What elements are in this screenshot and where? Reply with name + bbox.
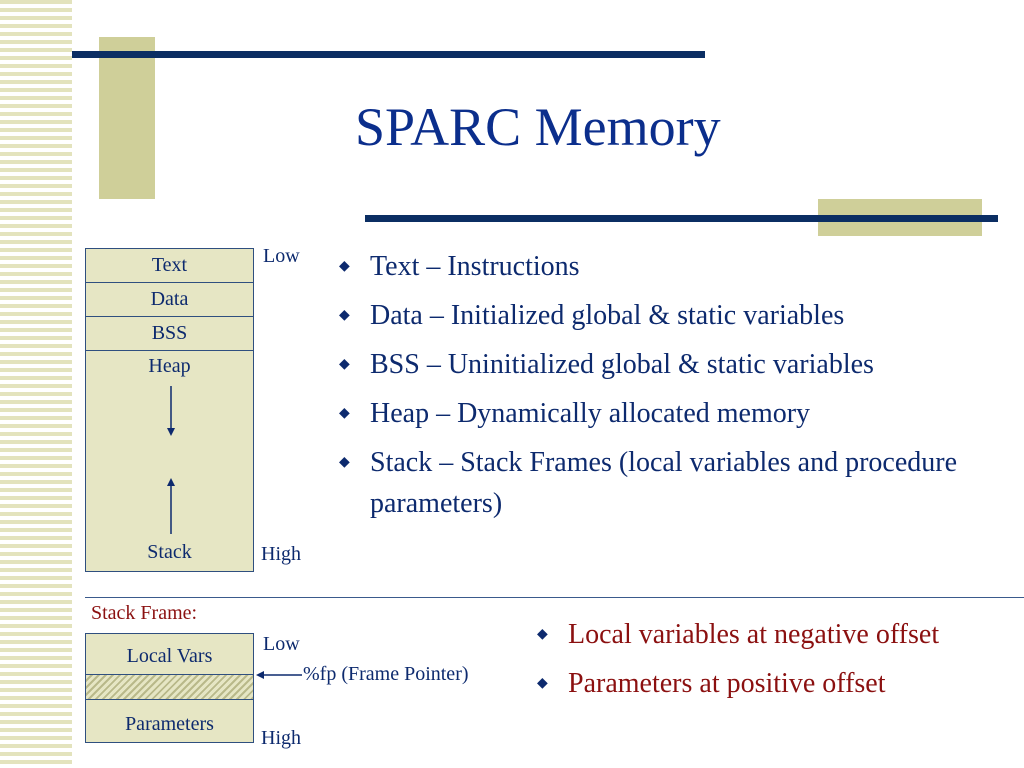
bullet-item: ◆ Parameters at positive offset [533,663,1024,704]
title-bottom-rule [365,215,998,222]
parameters-cell: Parameters [125,713,214,735]
diamond-bullet-icon: ◆ [537,627,548,642]
title-gold-block [99,37,155,199]
frame-pointer-label: %fp (Frame Pointer) [303,663,469,685]
section-divider [85,597,1024,598]
segment-stack: Stack [147,541,192,563]
heap-arrowhead [167,428,175,436]
frame-low-label: Low [263,633,300,655]
diamond-bullet-icon: ◆ [537,676,548,691]
frame-pointer-arrowhead [256,671,264,679]
memory-low-label: Low [263,245,300,267]
slide-title: SPARC Memory [355,97,721,157]
local-vars-cell: Local Vars [126,645,213,667]
diamond-bullet-icon: ◆ [339,357,350,372]
segment-bss: BSS [85,316,254,351]
segment-data: Data [85,282,254,317]
bullet-item: ◆ Local variables at negative offset [533,614,1024,655]
segment-heap: Heap [148,355,191,377]
bullet-item: ◆ Stack – Stack Frames (local variables and procedure parameters) [335,442,995,524]
frame-pointer-slot [86,674,253,700]
diamond-bullet-icon: ◆ [339,406,350,421]
bullet-item: ◆ Heap – Dynamically allocated memory [335,393,995,434]
stack-frame-label: Stack Frame: [91,602,198,624]
diamond-bullet-icon: ◆ [339,308,350,323]
diamond-bullet-icon: ◆ [339,259,350,274]
frame-pointer-arrow [254,665,304,685]
stack-arrowhead [167,478,175,486]
bullet-item: ◆ Data – Initialized global & static variables [335,295,995,336]
memory-high-label: High [261,543,301,565]
bullet-item: ◆ BSS – Uninitialized global & static variables [335,344,995,385]
title-top-rule [72,51,705,58]
segment-text: Text [85,248,254,283]
stack-frame-bullets [533,614,1024,712]
bullet-item: ◆ Text – Instructions [335,246,995,287]
left-stripes-decoration [0,0,72,768]
diamond-bullet-icon: ◆ [339,455,350,470]
frame-high-label: High [261,727,301,749]
memory-segment-bullets [335,246,995,532]
growth-arrows [160,380,184,540]
